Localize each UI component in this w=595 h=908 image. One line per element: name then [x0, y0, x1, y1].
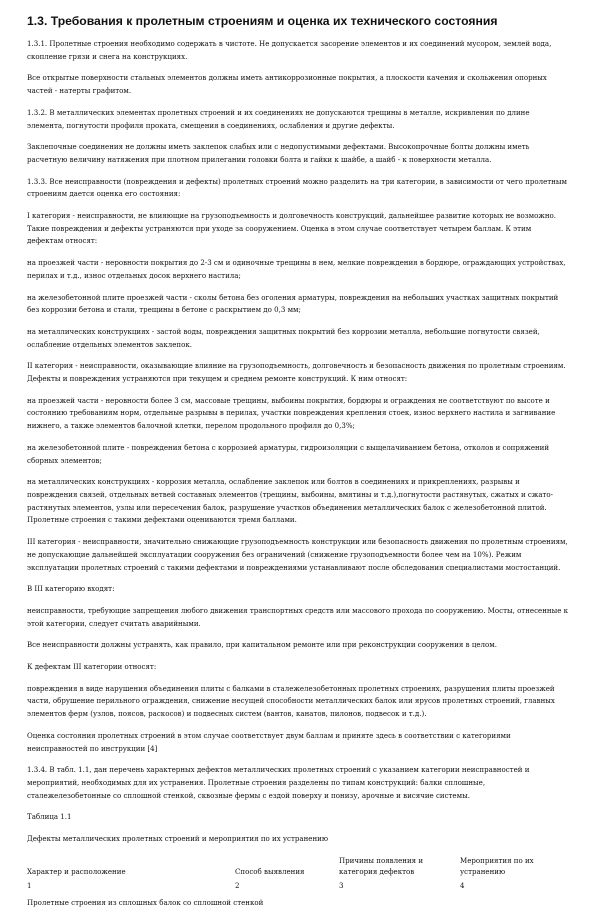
column-header: Причины появления и категория дефектов: [339, 855, 424, 876]
defects-table: [27, 855, 568, 908]
table-section-row: [27, 891, 568, 908]
paragraph: на проезжей части - неровности покрытия до 2-3 см и одиночные трещины в нем, мелкие повреждения в бордюре, ограждающих устройствах, перилах и т.д., износ отдельных досок верхнего настила;: [27, 258, 566, 280]
document-page: [27, 14, 568, 908]
table-number-row: [27, 880, 568, 891]
paragraph: Оценка состояния пролетных строений в этом случае соответствует двум баллам и приняте здесь в соответствии с категориями неисправностей по инструкции [4]: [27, 730, 511, 753]
section-title: 1.3. Требования к пролетным строениям и оценка их технического состояния: [27, 14, 498, 28]
column-header: Способ выявления: [235, 866, 305, 876]
paragraph: 1.3.3. Все неисправности (повреждения и дефекты) пролетных строений можно разделить на три категории, в зависимости от чего пролетным строениям дается оценка его состояния:: [27, 176, 567, 199]
paragraph: на металлических конструкциях - коррозия металла, ослабление заклепок или болтов в соединениях и прикреплениях, разрывы и повреждения связей, отдельных ветвей составных элементов (трещины, выбоины, вмятины и т.д.),погнутости растянутых, сжатых и сжато-растянутых элементов, узлы или пересечения балок, разрушение участков объединения металлических балок с железобетонной плитой. Пролетные строения с такими дефектами оцениваются тремя баллами.: [27, 477, 554, 525]
table-section-title: Пролетные строения из сплошных балок со сплошной стенкой: [27, 897, 264, 907]
paragraph: III категория - неисправности, значительно снижающие грузоподъемность конструкции или безопасность движения по пролетным строениям, не допускающие дальнейшей эксплуатации сооружения без ограничений (снижение грузоподъемности более чем на 10%). Режим эксплуатации пролетных строений с такими дефектами и повреждениями устанавливают после обследования специалистами мостостанций.: [27, 537, 568, 572]
paragraph: на проезжей части - неровности более 3 см, массовые трещины, выбоины покрытия, бордюры и ограждения не соответствуют по высоте и состоянию требованиям норм, отдельные разрывы в перилах, участки повреждения крепления стоек, износ верхнего настила и загнивание нижнего, а также элементов балочной клетки, перелом продольного профиля до 0,3%;: [27, 395, 556, 431]
paragraph: В III категорию входят:: [27, 584, 115, 594]
paragraph: 1.3.2. В металлических элементах пролетных строений и их соединениях не допускаются трещины в металле, искривления по длине элемента, погнутости профиля проката, смещения в соединениях, ослабления и другие дефекты.: [27, 107, 530, 130]
paragraph: 1.3.1. Пролетные строения необходимо содержать в чистоте. Не допускается засорение элементов и их соединений мусором, землей вода, скопление грязи и снега на конструкциях.: [27, 39, 552, 61]
column-header: Характер и расположение: [27, 866, 126, 876]
column-number: 2: [235, 880, 240, 890]
table-header-row: [27, 855, 568, 880]
paragraph: I категория - неисправности, не влияющие на грузоподъемность и долговечность конструкций, дальнейшее развитие которых не возможно. Такие повреждения и дефекты устраняются при уходе за сооружением. Оценка в этом случае соответствует четырем баллам. К этим дефектам относят:: [27, 211, 557, 246]
paragraph: Заклепочные соединения не должны иметь заклепок слабых или с недопустимыми дефектами. Высокопрочные болты должны иметь расчетную величину натяжения при плотном прилегании головки болта и гайки к шайбе, а шайб - к поверхности металла.: [27, 142, 530, 164]
column-number: 4: [460, 880, 465, 890]
paragraph: 1.3.4. В табл. 1.1, дан перечень характерных дефектов металлических пролетных строений с указанием категории неисправностей и мероприятий, необходимых для их устранения. Пролетные строения разделены по типам конструкций: балки сплошные, сталежелезобетонные со сплошной стенкой, сквозные фермы с ездой поверху и понизу, арочные и висячие системы.: [27, 765, 530, 800]
paragraph: на железобетонной плите проезжей части - сколы бетона без оголения арматуры, повреждения на небольших участках защитных покрытий без коррозии бетона и стали, трещины в бетоне с раскрытием до 0,3 мм;: [27, 292, 559, 315]
paragraph: на железобетонной плите - повреждения бетона с коррозией арматуры, гидроизоляции с выщелачиванием бетона, отколов и сопряжений сборных элементов;: [27, 442, 550, 465]
table-title: Дефекты металлических пролетных строений и мероприятия по их устранению: [27, 834, 329, 844]
paragraph: Все открытые поверхности стальных элементов должны иметь антикоррозионные покрытия, а плоскости качения и скольжения опорных частей - натерты графитом.: [27, 73, 547, 96]
table-caption: Таблица 1.1: [27, 812, 72, 822]
paragraph: II категория - неисправности, оказывающие влияние на грузоподъемность, долговечность и безопасность движения по пролетным строениям. Дефекты и повреждения устраняются при текущем и среднем ремонте конструкций. К ним относят:: [27, 361, 566, 384]
paragraph: Все неисправности должны устранять, как правило, при капитальном ремонте или при реконструкции сооружения в целом.: [27, 640, 497, 650]
column-header: Мероприятия по их устранению: [460, 855, 534, 876]
column-number: 3: [339, 880, 344, 890]
paragraph: на металлических конструкциях - застой воды, повреждения защитных покрытий без коррозии металла, небольшие погнутости связей, ослабление отдельных элементов заклепок.: [27, 326, 540, 349]
column-number: 1: [27, 880, 32, 890]
paragraph: повреждения в виде нарушения объединения плиты с балками в сталежелезобетонных пролетных строениях, разрушения плиты проезжей части, обрушение перильного ограждения, снижение несущей способности металлических балок или ярусов пролетных строений, главных элементов ферм (узлов, поясов, раскосов) и подвесных систем (вантов, канатов, пилонов, подвесок и т.д.).: [27, 683, 555, 719]
paragraph: К дефектам III категории относят:: [27, 662, 157, 672]
paragraph: неисправности, требующие запрещения любого движения транспортных средств или массового прохода по сооружению. Мосты, отнесенные к этой категории, следует считать аварийными.: [27, 605, 569, 628]
